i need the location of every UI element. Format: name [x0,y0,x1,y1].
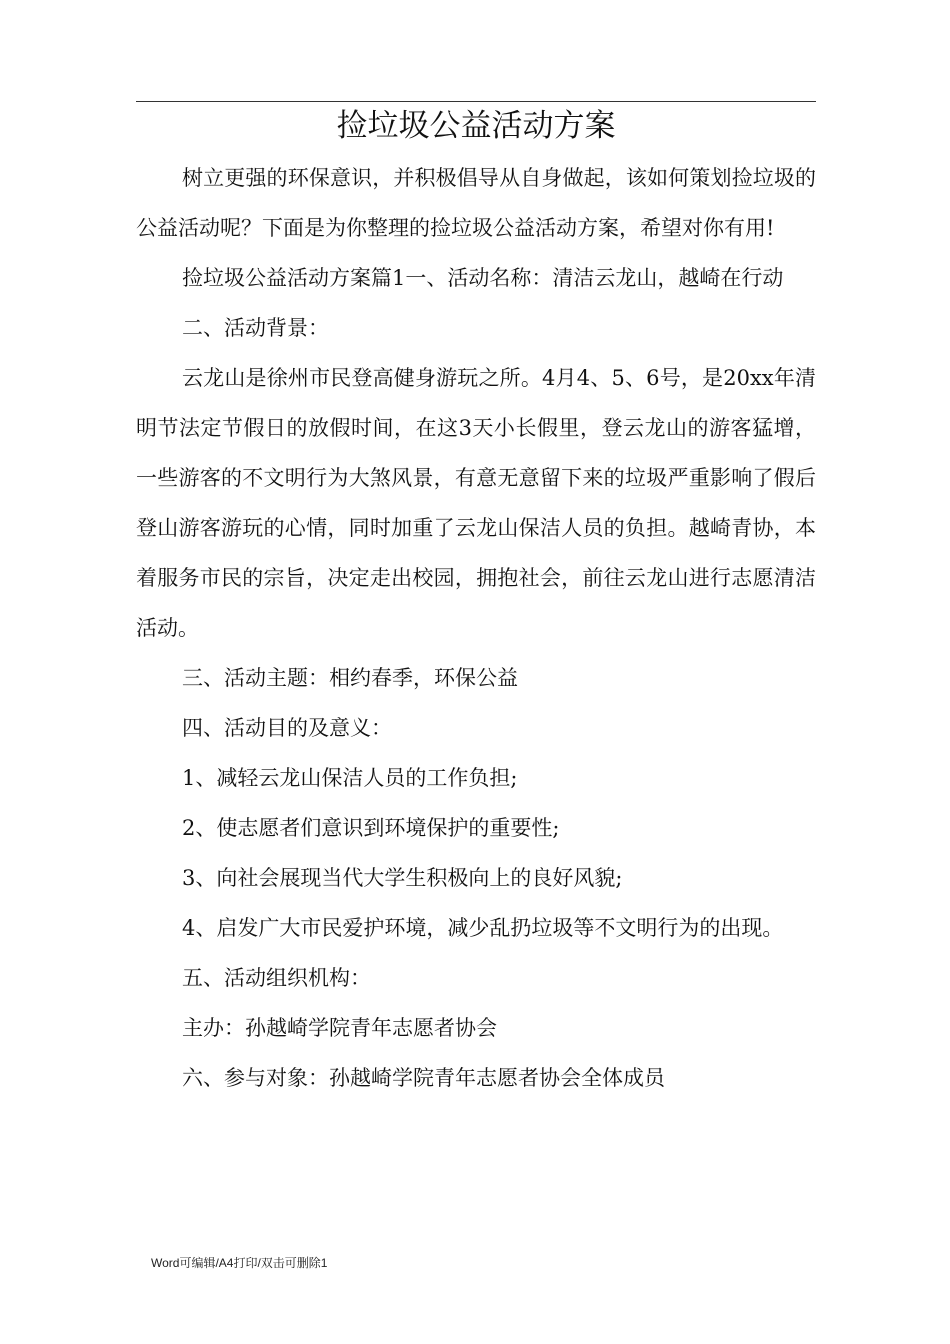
heading-purpose: 四、活动目的及意义： [182,716,392,740]
paragraph-activity-name: 捡垃圾公益活动方案篇1一、活动名称：清洁云龙山，越崎在行动 [182,266,784,290]
heading-organization: 五、活动组织机构： [182,966,371,990]
heading-participants: 六、参与对象：孙越崎学院青年志愿者协会全体成员 [182,1066,665,1090]
document-title: 捡垃圾公益活动方案 [336,108,616,144]
heading-background: 二、活动背景： [182,316,329,340]
paragraph-host: 主办：孙越崎学院青年志愿者协会 [182,1016,497,1040]
page-footer: Word可编辑/A4打印/双击可删除1 [151,1256,328,1270]
document-body [136,153,816,1103]
list-item-purpose-2: 2、使志愿者们意识到环境保护的重要性; [182,816,560,840]
paragraph-background: 云龙山是徐州市民登高健身游玩之所。4月4、5、6号，是20xx年清明节法定节假日的放假时间，在这3天小长假里，登云龙山的游客猛增，一些游客的不文明行为大煞风景，有意无意留下来的垃圾严重影响了假后登山游客游玩的心情，同时加重了云龙山保洁人员的负担。越崎青协，本着服务市民的宗旨，决定走出校园，拥抱社会，前往云龙山进行志愿清洁活动。 [136,366,816,640]
list-item-purpose-3: 3、向社会展现当代大学生积极向上的良好风貌; [182,866,623,890]
heading-theme: 三、活动主题：相约春季，环保公益 [182,666,518,690]
list-item-purpose-4: 4、启发广大市民爱护环境，减少乱扔垃圾等不文明行为的出现。 [182,916,784,940]
list-item-purpose-1: 1、减轻云龙山保洁人员的工作负担; [182,766,518,790]
paragraph-intro: 树立更强的环保意识，并积极倡导从自身做起，该如何策划捡垃圾的公益活动呢？下面是为你整理的捡垃圾公益活动方案，希望对你有用! [136,166,816,240]
